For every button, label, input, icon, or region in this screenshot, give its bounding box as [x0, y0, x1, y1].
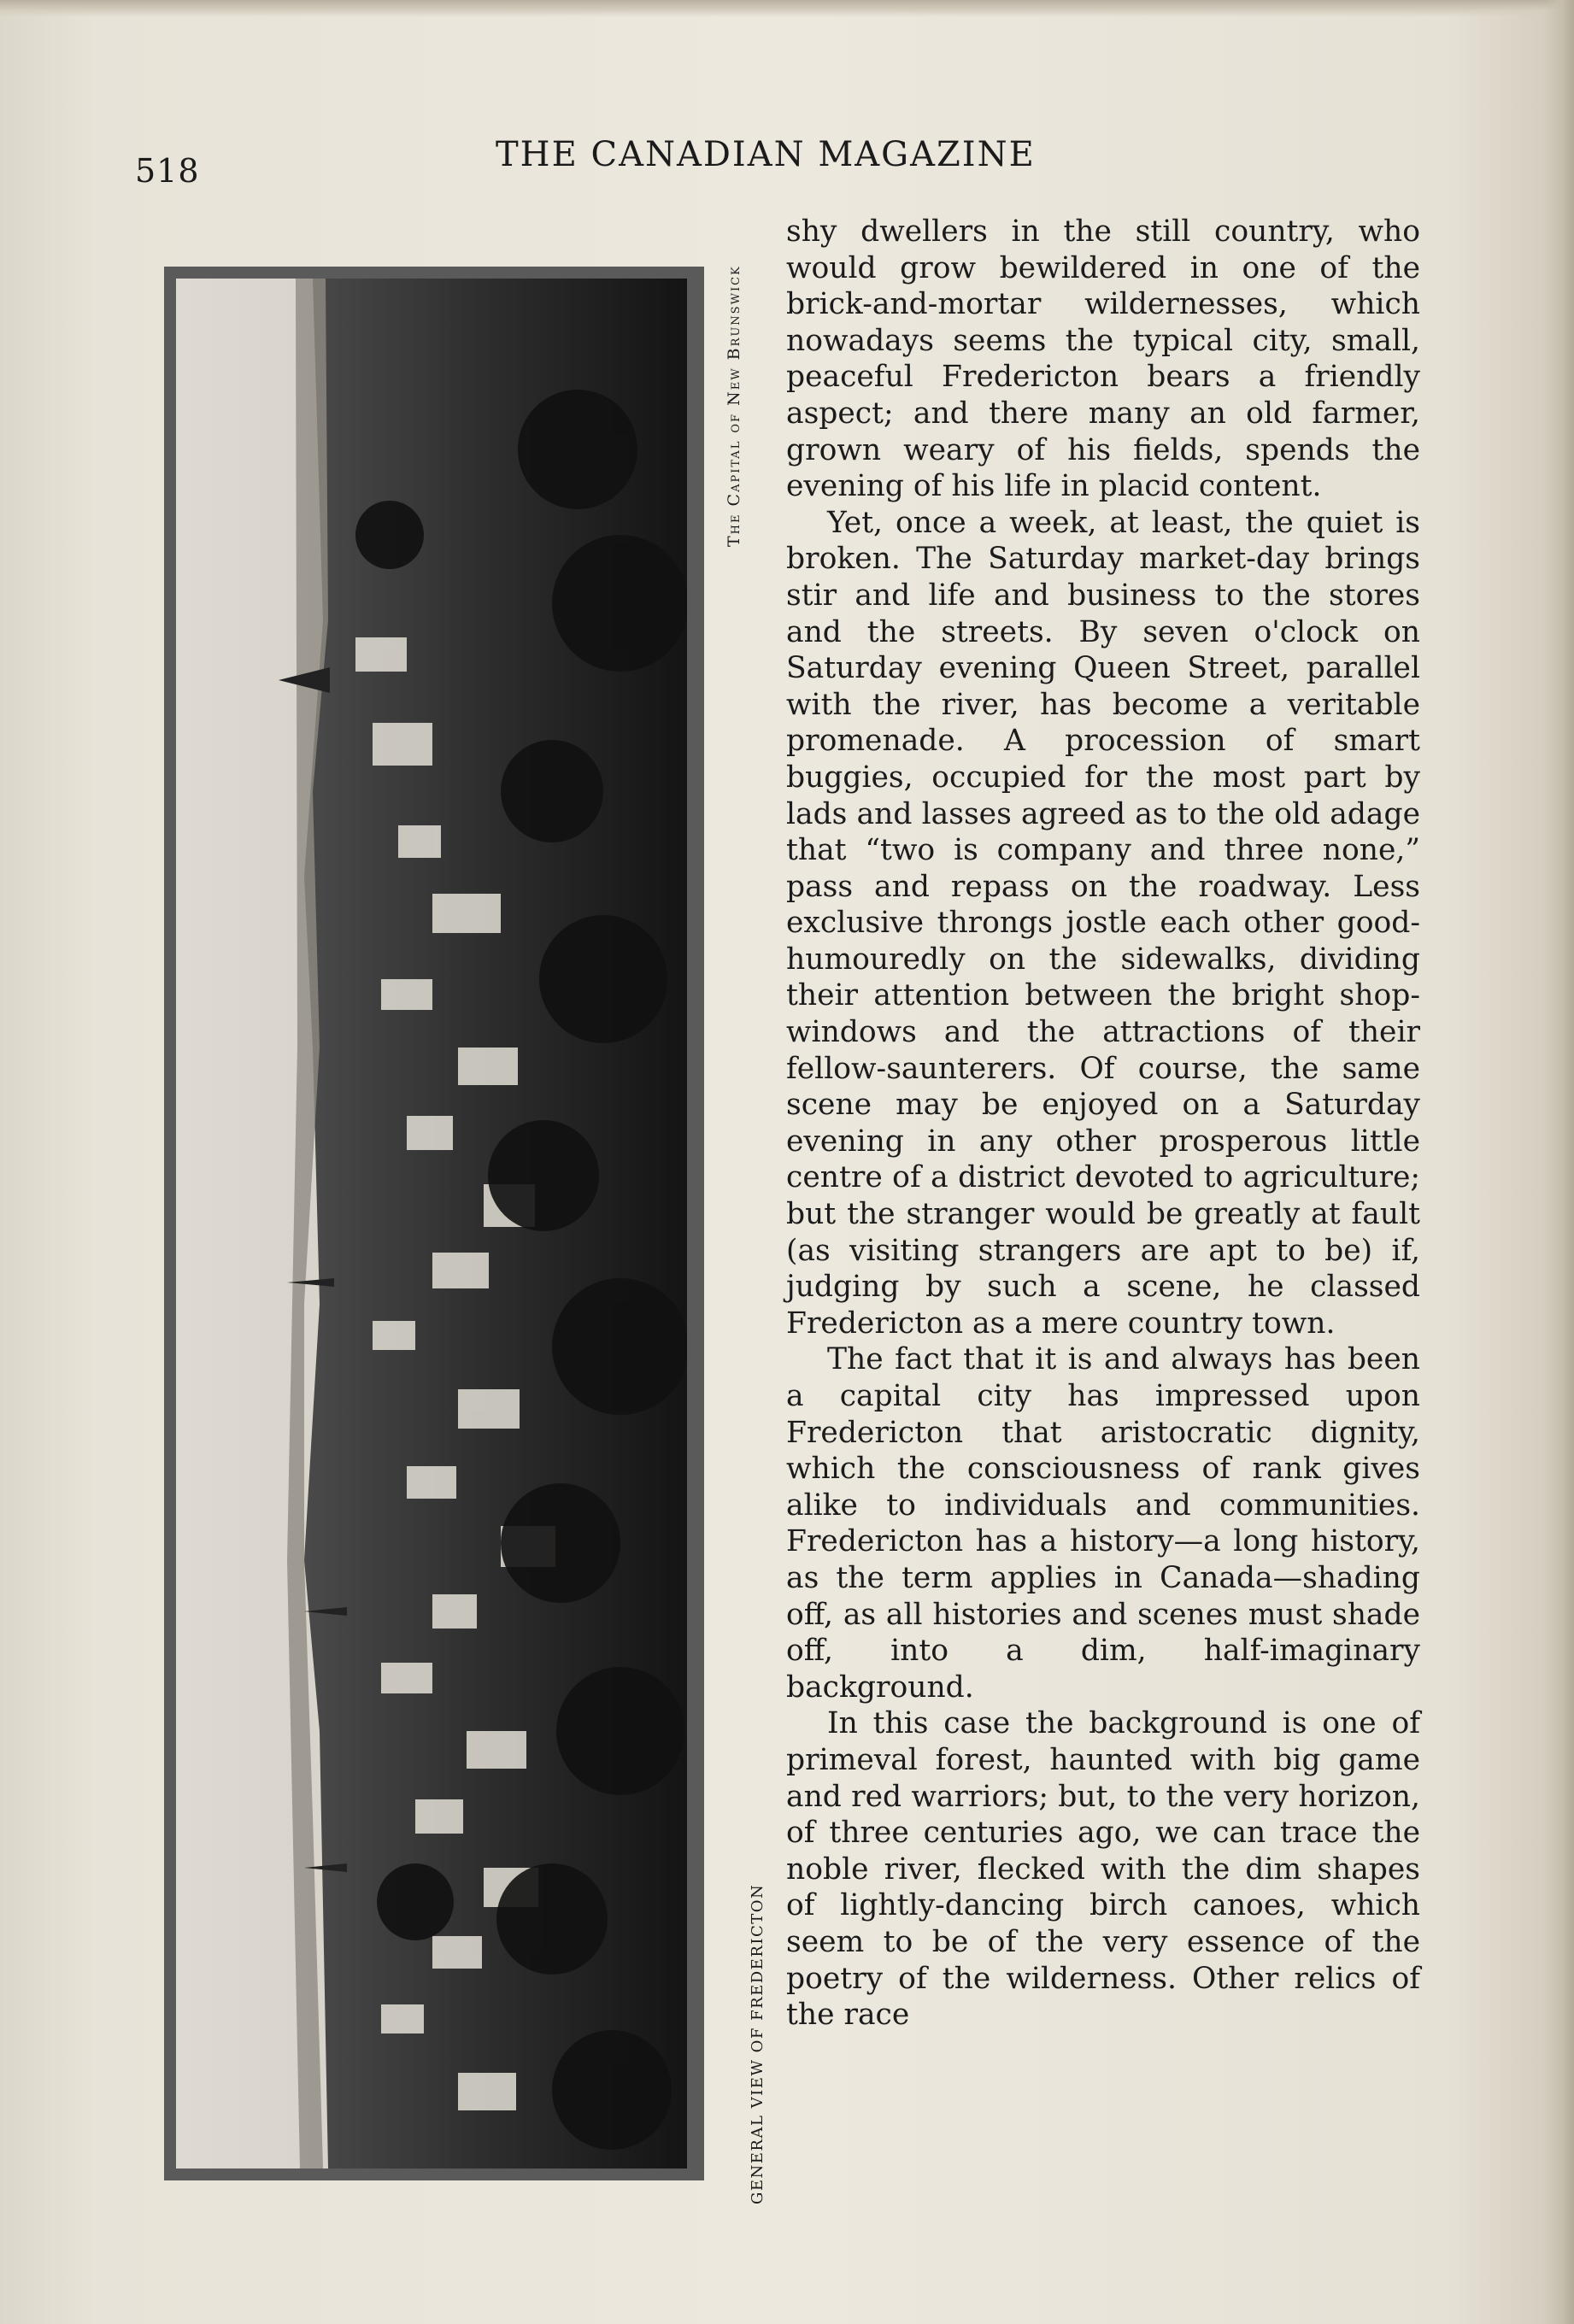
caption-top-text: The Capital of New Brunswick [725, 265, 743, 547]
panorama-image [176, 279, 687, 2168]
caption-bottom-text: GENERAL VIEW OF FREDERICTON [749, 1883, 766, 2204]
paragraph-4: In this case the background is one of primeval forest, haunted with big game and red warriors; but, to the very horizon, of three centuries ago, we can trace the noble river, flecked with the dim shapes of lightly-dancing birch canoes, which seem to be of the very essence of the poetry of the wilderness. Other relics of the race [786, 1706, 1420, 2033]
page-top-edge [0, 0, 1574, 17]
paragraph-1: shy dwellers in the still country, who would grow bewildered in one of the brick-and-mortar wildernesses, which nowadays seems the typical city, small, peaceful Fredericton bears a friendly aspect; and there many an old farmer, grown weary of his fields, spends the evening of his life in placid content. [786, 214, 1420, 504]
paragraph-3: The fact that it is and always has been a capital city has impressed upon Fredericton that aristocratic dignity, which the consciousness of rank gives alike to individuals and communities. Fredericton has a history—a long history, as the term applies in Canada—shading off, as all histories and scenes must shade off, into a dim, half-imaginary background. [786, 1342, 1420, 1705]
article-text [786, 214, 1420, 2034]
page-number: 518 [135, 152, 200, 190]
fredericton-photograph [164, 267, 704, 2180]
page-binding-edge [1543, 0, 1574, 2324]
running-head: THE CANADIAN MAGAZINE [496, 135, 1036, 174]
paragraph-2: Yet, once a week, at least, the quiet is broken. The Saturday market-day brings stir and life and business to the stores and the streets. By seven o'clock on Saturday evening Queen Street, parallel with the river, has become a veritable promenade. A procession of smart buggies, occupied for the most part by lads and lasses agreed as to the old adage that “two is company and three none,” pass and repass on the roadway. Less exclusive throngs jostle each other good-humouredly on the sidewalks, dividing their attention between the bright shop-windows and the attractions of their fellow-saunterers. Of course, the same scene may be enjoyed on a Saturday evening in any other prosperous little centre of a district devoted to agriculture; but the stranger would be greatly at fault (as visiting strangers are apt to be) if, judging by such a scene, he classed Fredericton as a mere country town. [786, 505, 1420, 1341]
